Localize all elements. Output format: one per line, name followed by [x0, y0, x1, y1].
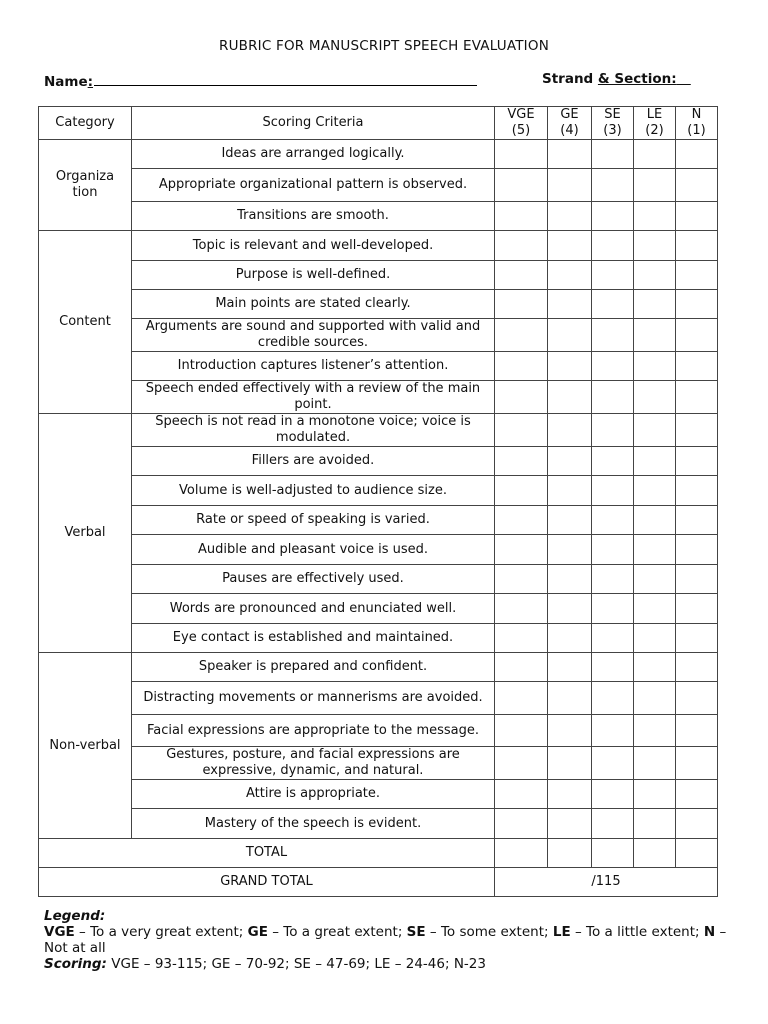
criteria-cell: Gestures, posture, and facial expressions are expressive, dynamic, and natural. [132, 747, 495, 780]
score-cell[interactable] [634, 352, 676, 381]
header-row [39, 107, 718, 140]
score-cell[interactable] [676, 381, 718, 414]
score-cell[interactable] [634, 506, 676, 535]
scale-header-ge: GE (4) [548, 107, 592, 140]
score-cell[interactable] [495, 594, 548, 624]
score-cell[interactable] [676, 565, 718, 594]
score-cell[interactable] [676, 747, 718, 780]
score-cell[interactable] [548, 506, 592, 535]
page-title: RUBRIC FOR MANUSCRIPT SPEECH EVALUATION [218, 38, 549, 54]
criteria-cell: Audible and pleasant voice is used. [132, 535, 495, 565]
score-cell[interactable] [548, 476, 592, 506]
score-cell[interactable] [495, 624, 548, 653]
criteria-row [39, 352, 718, 381]
score-cell[interactable] [634, 809, 676, 839]
criteria-cell: Rate or speed of speaking is varied. [132, 506, 495, 535]
criteria-row [39, 169, 718, 202]
criteria-row [39, 715, 718, 747]
score-cell[interactable] [592, 653, 634, 682]
score-cell[interactable] [676, 414, 718, 447]
score-cell[interactable] [634, 414, 676, 447]
category-cell: Organiza tion [39, 140, 132, 231]
score-cell[interactable] [592, 261, 634, 290]
score-cell[interactable] [495, 381, 548, 414]
score-cell[interactable] [634, 715, 676, 747]
score-cell[interactable] [634, 535, 676, 565]
score-cell[interactable] [592, 169, 634, 202]
score-cell[interactable] [495, 565, 548, 594]
score-cell[interactable] [634, 319, 676, 352]
legend-definitions: VGE – To a very great extent; GE – To a great extent; SE – To some extent; LE – To a little extent; N – Not at all [44, 924, 727, 956]
score-cell[interactable] [548, 319, 592, 352]
score-cell[interactable] [676, 319, 718, 352]
score-cell[interactable] [634, 447, 676, 476]
score-cell[interactable] [495, 715, 548, 747]
score-cell[interactable] [592, 352, 634, 381]
score-cell[interactable] [592, 565, 634, 594]
score-cell[interactable] [676, 715, 718, 747]
score-cell[interactable] [676, 780, 718, 809]
name-input-line[interactable] [94, 71, 477, 86]
category-cell: Content [39, 231, 132, 414]
score-cell[interactable] [676, 594, 718, 624]
score-cell[interactable] [676, 261, 718, 290]
score-cell[interactable] [592, 780, 634, 809]
score-cell[interactable] [548, 352, 592, 381]
score-cell[interactable] [548, 809, 592, 839]
score-cell[interactable] [495, 202, 548, 231]
scale-header-n: N (1) [676, 107, 718, 140]
total-label: TOTAL [39, 839, 495, 868]
score-cell[interactable] [592, 290, 634, 319]
score-cell[interactable] [676, 352, 718, 381]
score-cell[interactable] [495, 319, 548, 352]
score-cell[interactable] [592, 319, 634, 352]
score-cell[interactable] [592, 231, 634, 261]
criteria-cell: Appropriate organizational pattern is observed. [132, 169, 495, 202]
score-cell[interactable] [676, 809, 718, 839]
score-cell[interactable] [634, 290, 676, 319]
score-cell[interactable] [495, 231, 548, 261]
criteria-row [39, 594, 718, 624]
score-cell[interactable] [592, 447, 634, 476]
criteria-row [39, 535, 718, 565]
score-cell[interactable] [548, 202, 592, 231]
score-cell[interactable] [495, 682, 548, 715]
criteria-header: Scoring Criteria [132, 107, 495, 140]
criteria-row [39, 414, 718, 447]
criteria-cell: Arguments are sound and supported with valid and credible sources. [132, 319, 495, 352]
score-cell[interactable] [676, 231, 718, 261]
score-cell[interactable] [634, 202, 676, 231]
score-cell[interactable] [548, 447, 592, 476]
criteria-row [39, 140, 718, 169]
score-cell[interactable] [592, 202, 634, 231]
score-cell[interactable] [548, 140, 592, 169]
score-cell[interactable] [592, 747, 634, 780]
criteria-cell: Main points are stated clearly. [132, 290, 495, 319]
criteria-cell: Eye contact is established and maintained. [132, 624, 495, 653]
criteria-cell: Topic is relevant and well-developed. [132, 231, 495, 261]
criteria-cell: Words are pronounced and enunciated well. [132, 594, 495, 624]
grand-total-label: GRAND TOTAL [39, 868, 495, 897]
criteria-row [39, 809, 718, 839]
score-cell[interactable] [495, 747, 548, 780]
scale-header-vge: VGE (5) [495, 107, 548, 140]
name-label: Name [44, 74, 88, 90]
score-cell[interactable] [548, 290, 592, 319]
score-cell[interactable] [495, 261, 548, 290]
score-cell[interactable] [676, 169, 718, 202]
total-score-cell[interactable] [676, 839, 718, 868]
criteria-row [39, 653, 718, 682]
score-cell[interactable] [548, 594, 592, 624]
score-cell[interactable] [495, 809, 548, 839]
score-cell[interactable] [634, 169, 676, 202]
criteria-row [39, 290, 718, 319]
score-cell[interactable] [676, 653, 718, 682]
score-cell[interactable] [548, 535, 592, 565]
score-cell[interactable] [676, 140, 718, 169]
strand-section-field [542, 71, 691, 87]
criteria-cell: Speech is not read in a monotone voice; voice is modulated. [132, 414, 495, 447]
score-cell[interactable] [592, 715, 634, 747]
score-cell[interactable] [592, 535, 634, 565]
name-colon: : [87, 74, 94, 90]
score-cell[interactable] [634, 261, 676, 290]
score-cell[interactable] [548, 565, 592, 594]
category-cell: Non-verbal [39, 653, 132, 839]
score-cell[interactable] [495, 414, 548, 447]
score-cell[interactable] [634, 624, 676, 653]
criteria-row [39, 447, 718, 476]
criteria-row [39, 624, 718, 653]
score-cell[interactable] [592, 682, 634, 715]
criteria-row [39, 780, 718, 809]
score-cell[interactable] [592, 476, 634, 506]
category-header: Category [39, 107, 132, 140]
total-row [39, 839, 718, 868]
score-cell[interactable] [634, 381, 676, 414]
score-cell[interactable] [495, 535, 548, 565]
score-cell[interactable] [548, 747, 592, 780]
score-cell[interactable] [634, 476, 676, 506]
score-cell[interactable] [548, 231, 592, 261]
score-cell[interactable] [592, 809, 634, 839]
legend [44, 908, 734, 972]
score-cell[interactable] [495, 476, 548, 506]
strand-label: Strand [542, 71, 598, 87]
criteria-cell: Transitions are smooth. [132, 202, 495, 231]
criteria-cell: Facial expressions are appropriate to the message. [132, 715, 495, 747]
name-field-row [44, 71, 477, 90]
grand-total-value[interactable]: /115 [495, 868, 718, 897]
score-cell[interactable] [676, 202, 718, 231]
score-cell[interactable] [495, 653, 548, 682]
score-cell[interactable] [495, 290, 548, 319]
criteria-cell: Volume is well-adjusted to audience size. [132, 476, 495, 506]
criteria-cell: Attire is appropriate. [132, 780, 495, 809]
criteria-cell: Speaker is prepared and confident. [132, 653, 495, 682]
score-cell[interactable] [548, 780, 592, 809]
score-cell[interactable] [548, 653, 592, 682]
score-cell[interactable] [495, 352, 548, 381]
criteria-row [39, 261, 718, 290]
score-cell[interactable] [676, 476, 718, 506]
score-cell[interactable] [495, 447, 548, 476]
score-cell[interactable] [548, 715, 592, 747]
total-score-cell[interactable] [634, 839, 676, 868]
criteria-cell: Ideas are arranged logically. [132, 140, 495, 169]
score-cell[interactable] [634, 594, 676, 624]
score-cell[interactable] [592, 594, 634, 624]
score-cell[interactable] [592, 381, 634, 414]
score-cell[interactable] [634, 682, 676, 715]
total-score-cell[interactable] [548, 839, 592, 868]
score-cell[interactable] [676, 624, 718, 653]
score-cell[interactable] [676, 506, 718, 535]
scale-header-le: LE (2) [634, 107, 676, 140]
criteria-cell: Fillers are avoided. [132, 447, 495, 476]
score-cell[interactable] [676, 535, 718, 565]
score-cell[interactable] [495, 140, 548, 169]
score-cell[interactable] [634, 140, 676, 169]
criteria-cell: Pauses are effectively used. [132, 565, 495, 594]
criteria-cell: Introduction captures listener’s attention. [132, 352, 495, 381]
legend-scoring: Scoring: VGE – 93-115; GE – 70-92; SE – 47-69; LE – 24-46; N-23 [44, 956, 486, 972]
criteria-row [39, 319, 718, 352]
criteria-cell: Speech ended effectively with a review of the main point. [132, 381, 495, 414]
criteria-row [39, 682, 718, 715]
criteria-cell: Distracting movements or mannerisms are avoided. [132, 682, 495, 715]
criteria-row [39, 381, 718, 414]
section-label[interactable]: & Section: [597, 71, 677, 87]
criteria-row [39, 747, 718, 780]
score-cell[interactable] [634, 653, 676, 682]
score-cell[interactable] [548, 381, 592, 414]
score-cell[interactable] [676, 447, 718, 476]
criteria-row [39, 506, 718, 535]
score-cell[interactable] [592, 140, 634, 169]
total-score-cell[interactable] [495, 839, 548, 868]
score-cell[interactable] [548, 624, 592, 653]
scale-header-se: SE (3) [592, 107, 634, 140]
score-cell[interactable] [634, 565, 676, 594]
criteria-row [39, 202, 718, 231]
criteria-cell: Mastery of the speech is evident. [132, 809, 495, 839]
criteria-row [39, 565, 718, 594]
criteria-row [39, 476, 718, 506]
grand-total-row [39, 868, 718, 897]
criteria-row [39, 231, 718, 261]
rubric-table [38, 106, 718, 897]
criteria-cell: Purpose is well-defined. [132, 261, 495, 290]
score-cell[interactable] [495, 780, 548, 809]
score-cell[interactable] [676, 290, 718, 319]
score-cell[interactable] [634, 780, 676, 809]
score-cell[interactable] [592, 506, 634, 535]
score-cell[interactable] [548, 414, 592, 447]
score-cell[interactable] [548, 682, 592, 715]
legend-heading: Legend: [44, 908, 106, 924]
score-cell[interactable] [592, 414, 634, 447]
total-score-cell[interactable] [592, 839, 634, 868]
category-cell: Verbal [39, 414, 132, 653]
score-cell[interactable] [676, 682, 718, 715]
score-cell[interactable] [495, 169, 548, 202]
score-cell[interactable] [495, 506, 548, 535]
score-cell[interactable] [548, 169, 592, 202]
score-cell[interactable] [634, 231, 676, 261]
score-cell[interactable] [634, 747, 676, 780]
score-cell[interactable] [592, 624, 634, 653]
score-cell[interactable] [548, 261, 592, 290]
